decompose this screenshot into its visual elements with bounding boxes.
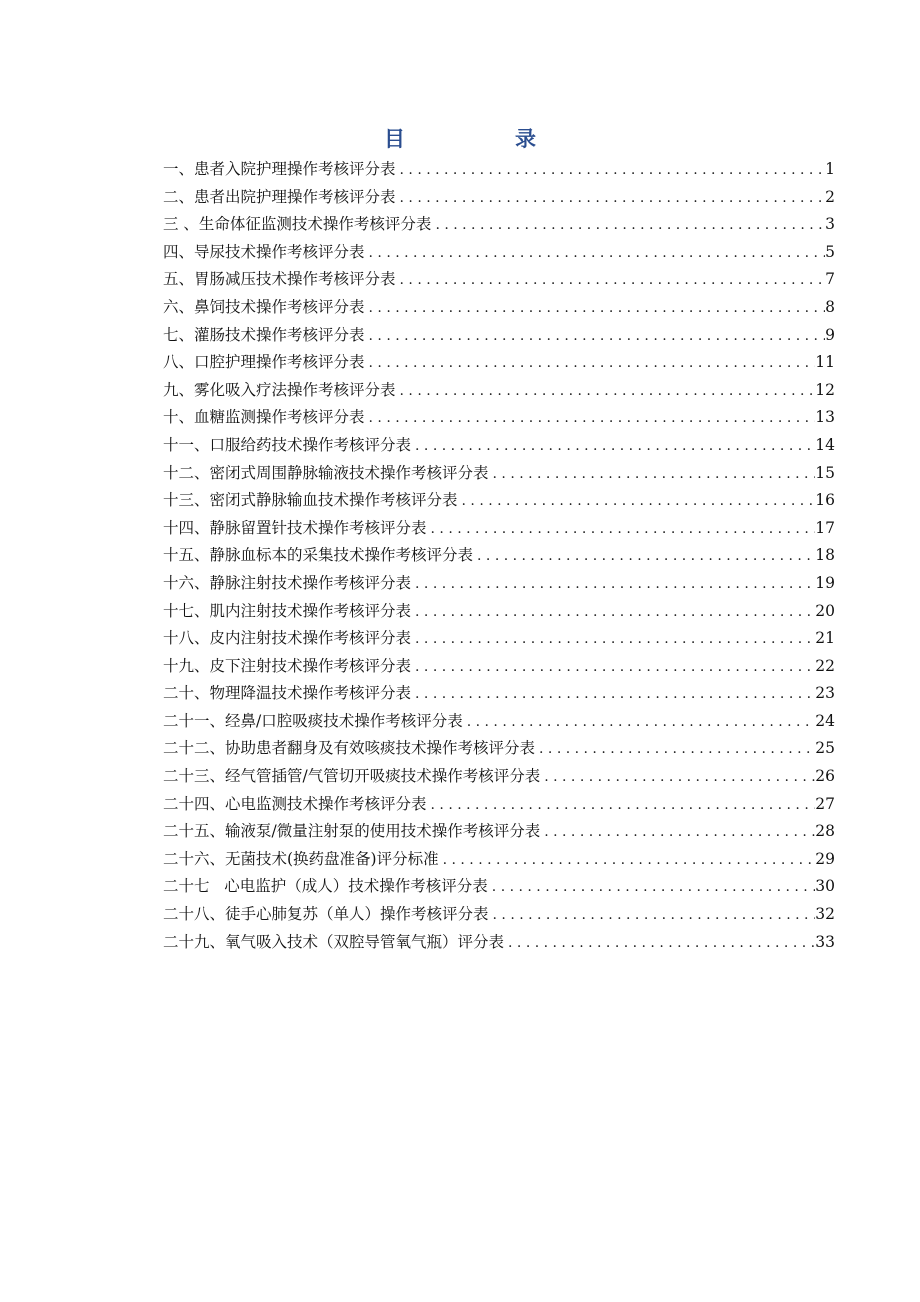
toc-entry[interactable]: [163, 901, 835, 929]
toc-dot-leader: [463, 709, 816, 736]
toc-dot-leader: [396, 185, 825, 212]
toc-entry-label: 二、患者出院护理操作考核评分表: [163, 187, 396, 206]
toc-entry[interactable]: [163, 239, 835, 267]
toc-entry-label: 二十二、协助患者翻身及有效咳痰技术操作考核评分表: [163, 739, 536, 758]
toc-dot-leader: [411, 654, 815, 681]
toc-entry-page-number: 19: [815, 573, 835, 592]
toc-entry-page-number: 7: [825, 270, 835, 289]
toc-entry-label: 三 、生命体征监测技术操作考核评分表: [163, 215, 432, 234]
toc-entry-label: 二十九、氧气吸入技术（双腔导管氧气瓶）评分表: [163, 932, 505, 951]
toc-entry-label: 十四、静脉留置针技术操作考核评分表: [163, 518, 427, 537]
toc-entry-label: 十一、口服给药技术操作考核评分表: [163, 435, 412, 454]
toc-title: [0, 124, 920, 154]
toc-dot-leader: [396, 267, 825, 294]
toc-dot-leader: [427, 516, 816, 543]
toc-entry-label: 七、灌肠技术操作考核评分表: [163, 325, 365, 344]
toc-entry-page-number: 25: [815, 739, 835, 758]
toc-entry[interactable]: [163, 211, 835, 239]
toc-entry-page-number: 16: [815, 491, 835, 510]
toc-entry-label: 六、鼻饲技术操作考核评分表: [163, 297, 365, 316]
toc-dot-leader: [439, 847, 816, 874]
toc-entry-label: 二十四、心电监测技术操作考核评分表: [163, 794, 427, 813]
toc-entry[interactable]: [163, 322, 835, 350]
toc-entry-page-number: 24: [815, 711, 835, 730]
toc-entry[interactable]: [163, 542, 835, 570]
toc-dot-leader: [488, 874, 815, 901]
toc-entry[interactable]: [163, 846, 835, 874]
toc-entry-label: 十三、密闭式静脉输血技术操作考核评分表: [163, 491, 458, 510]
toc-entry[interactable]: [163, 156, 835, 184]
toc-entry-label: 二十三、经气管插管/气管切开吸痰技术操作考核评分表: [163, 767, 541, 786]
toc-entry[interactable]: [163, 735, 835, 763]
toc-entry-page-number: 12: [815, 380, 835, 399]
toc-entry-label: 八、口腔护理操作考核评分表: [163, 353, 365, 372]
toc-entry-label: 二十八、徒手心肺复苏（单人）操作考核评分表: [163, 905, 489, 924]
toc-entry-page-number: 32: [815, 905, 835, 924]
toc-entry[interactable]: [163, 653, 835, 681]
toc-dot-leader: [489, 902, 816, 929]
toc-entry[interactable]: [163, 680, 835, 708]
toc-entry-label: 一、患者入院护理操作考核评分表: [163, 160, 396, 178]
toc-dot-leader: [411, 571, 815, 598]
toc-entry[interactable]: [163, 487, 835, 515]
toc-entry-page-number: 20: [815, 601, 835, 620]
toc-entry-page-number: 18: [815, 546, 835, 565]
toc-entry-page-number: 14: [815, 435, 835, 454]
toc-entry-page-number: 28: [815, 822, 835, 841]
toc-entry[interactable]: [163, 929, 835, 957]
toc-entry[interactable]: [163, 625, 835, 653]
toc-dot-leader: [504, 930, 815, 957]
toc-entry[interactable]: [163, 570, 835, 598]
toc-entry[interactable]: [163, 791, 835, 819]
toc-dot-leader: [458, 488, 816, 515]
toc-entry-page-number: 26: [815, 767, 835, 786]
toc-entry-page-number: 9: [825, 325, 835, 344]
toc-dot-leader: [535, 736, 815, 763]
toc-entry-page-number: 29: [815, 849, 835, 868]
toc-entry-label: 二十七 心电监护（成人）技术操作考核评分表: [163, 877, 488, 896]
toc-entry-label: 二十六、无菌技术(换药盘准备)评分标准: [163, 849, 439, 868]
toc-entry-page-number: 27: [815, 794, 835, 813]
toc-dot-leader: [473, 543, 815, 570]
toc-entry[interactable]: [163, 377, 835, 405]
toc-entry[interactable]: [163, 460, 835, 488]
toc-dot-leader: [427, 792, 816, 819]
toc-entry-label: 二十一、经鼻/口腔吸痰技术操作考核评分表: [163, 711, 463, 730]
toc-dot-leader: [489, 461, 816, 488]
toc-entry-label: 十二、密闭式周围静脉输液技术操作考核评分表: [163, 463, 489, 482]
toc-entry-label: 十六、静脉注射技术操作考核评分表: [163, 573, 412, 592]
toc-entry-label: 二十五、输液泵/微量注射泵的使用技术操作考核评分表: [163, 822, 541, 841]
toc-entry[interactable]: [163, 708, 835, 736]
toc-entry[interactable]: [163, 873, 835, 901]
toc-entry-label: 十九、皮下注射技术操作考核评分表: [163, 656, 412, 675]
toc-dot-leader: [365, 240, 825, 267]
toc-entry-page-number: 17: [815, 518, 835, 537]
toc-entry-label: 四、导尿技术操作考核评分表: [163, 242, 365, 261]
toc-dot-leader: [411, 626, 815, 653]
toc-entry-label: 二十、物理降温技术操作考核评分表: [163, 684, 412, 703]
toc-entry-label: 十七、肌内注射技术操作考核评分表: [163, 601, 412, 620]
toc-entry[interactable]: [163, 294, 835, 322]
toc-entry-page-number: 1: [825, 160, 835, 178]
toc-entry-page-number: 2: [825, 187, 835, 206]
toc-title-char-2: 录: [515, 126, 536, 151]
toc-dot-leader: [365, 405, 816, 432]
toc-entry[interactable]: [163, 818, 835, 846]
toc-entry[interactable]: [163, 266, 835, 294]
toc-entry-label: 十、血糖监测操作考核评分表: [163, 408, 365, 427]
toc-entry-page-number: 5: [825, 242, 835, 261]
toc-dot-leader: [411, 599, 815, 626]
toc-title-char-1: 目: [384, 126, 405, 151]
toc-dot-leader: [540, 764, 815, 791]
toc-entry-page-number: 21: [815, 629, 835, 648]
toc-entry[interactable]: [163, 598, 835, 626]
toc-entry-page-number: 8: [825, 297, 835, 316]
toc-list: [163, 156, 835, 956]
toc-entry[interactable]: [163, 184, 835, 212]
toc-dot-leader: [365, 323, 825, 350]
toc-entry-page-number: 13: [815, 408, 835, 427]
toc-entry-page-number: 11: [815, 353, 835, 372]
toc-dot-leader: [411, 433, 815, 460]
toc-entry-page-number: 33: [815, 932, 835, 951]
toc-entry[interactable]: [163, 763, 835, 791]
toc-entry-page-number: 15: [815, 463, 835, 482]
toc-entry[interactable]: [163, 432, 835, 460]
toc-entry-label: 九、雾化吸入疗法操作考核评分表: [163, 380, 396, 399]
toc-dot-leader: [431, 212, 825, 239]
toc-entry[interactable]: [163, 349, 835, 377]
toc-dot-leader: [396, 378, 816, 405]
toc-entry[interactable]: [163, 515, 835, 543]
toc-dot-leader: [396, 157, 825, 184]
toc-dot-leader: [365, 295, 825, 322]
toc-dot-leader: [365, 350, 816, 377]
toc-entry-page-number: 30: [815, 877, 835, 896]
toc-entry-label: 十八、皮内注射技术操作考核评分表: [163, 629, 412, 648]
toc-dot-leader: [540, 819, 815, 846]
toc-dot-leader: [411, 681, 815, 708]
toc-entry-page-number: 22: [815, 656, 835, 675]
toc-entry-label: 十五、静脉血标本的采集技术操作考核评分表: [163, 546, 474, 565]
toc-entry[interactable]: [163, 404, 835, 432]
toc-entry-label: 五、胃肠减压技术操作考核评分表: [163, 270, 396, 289]
toc-entry-page-number: 3: [825, 215, 835, 234]
toc-entry-page-number: 23: [815, 684, 835, 703]
